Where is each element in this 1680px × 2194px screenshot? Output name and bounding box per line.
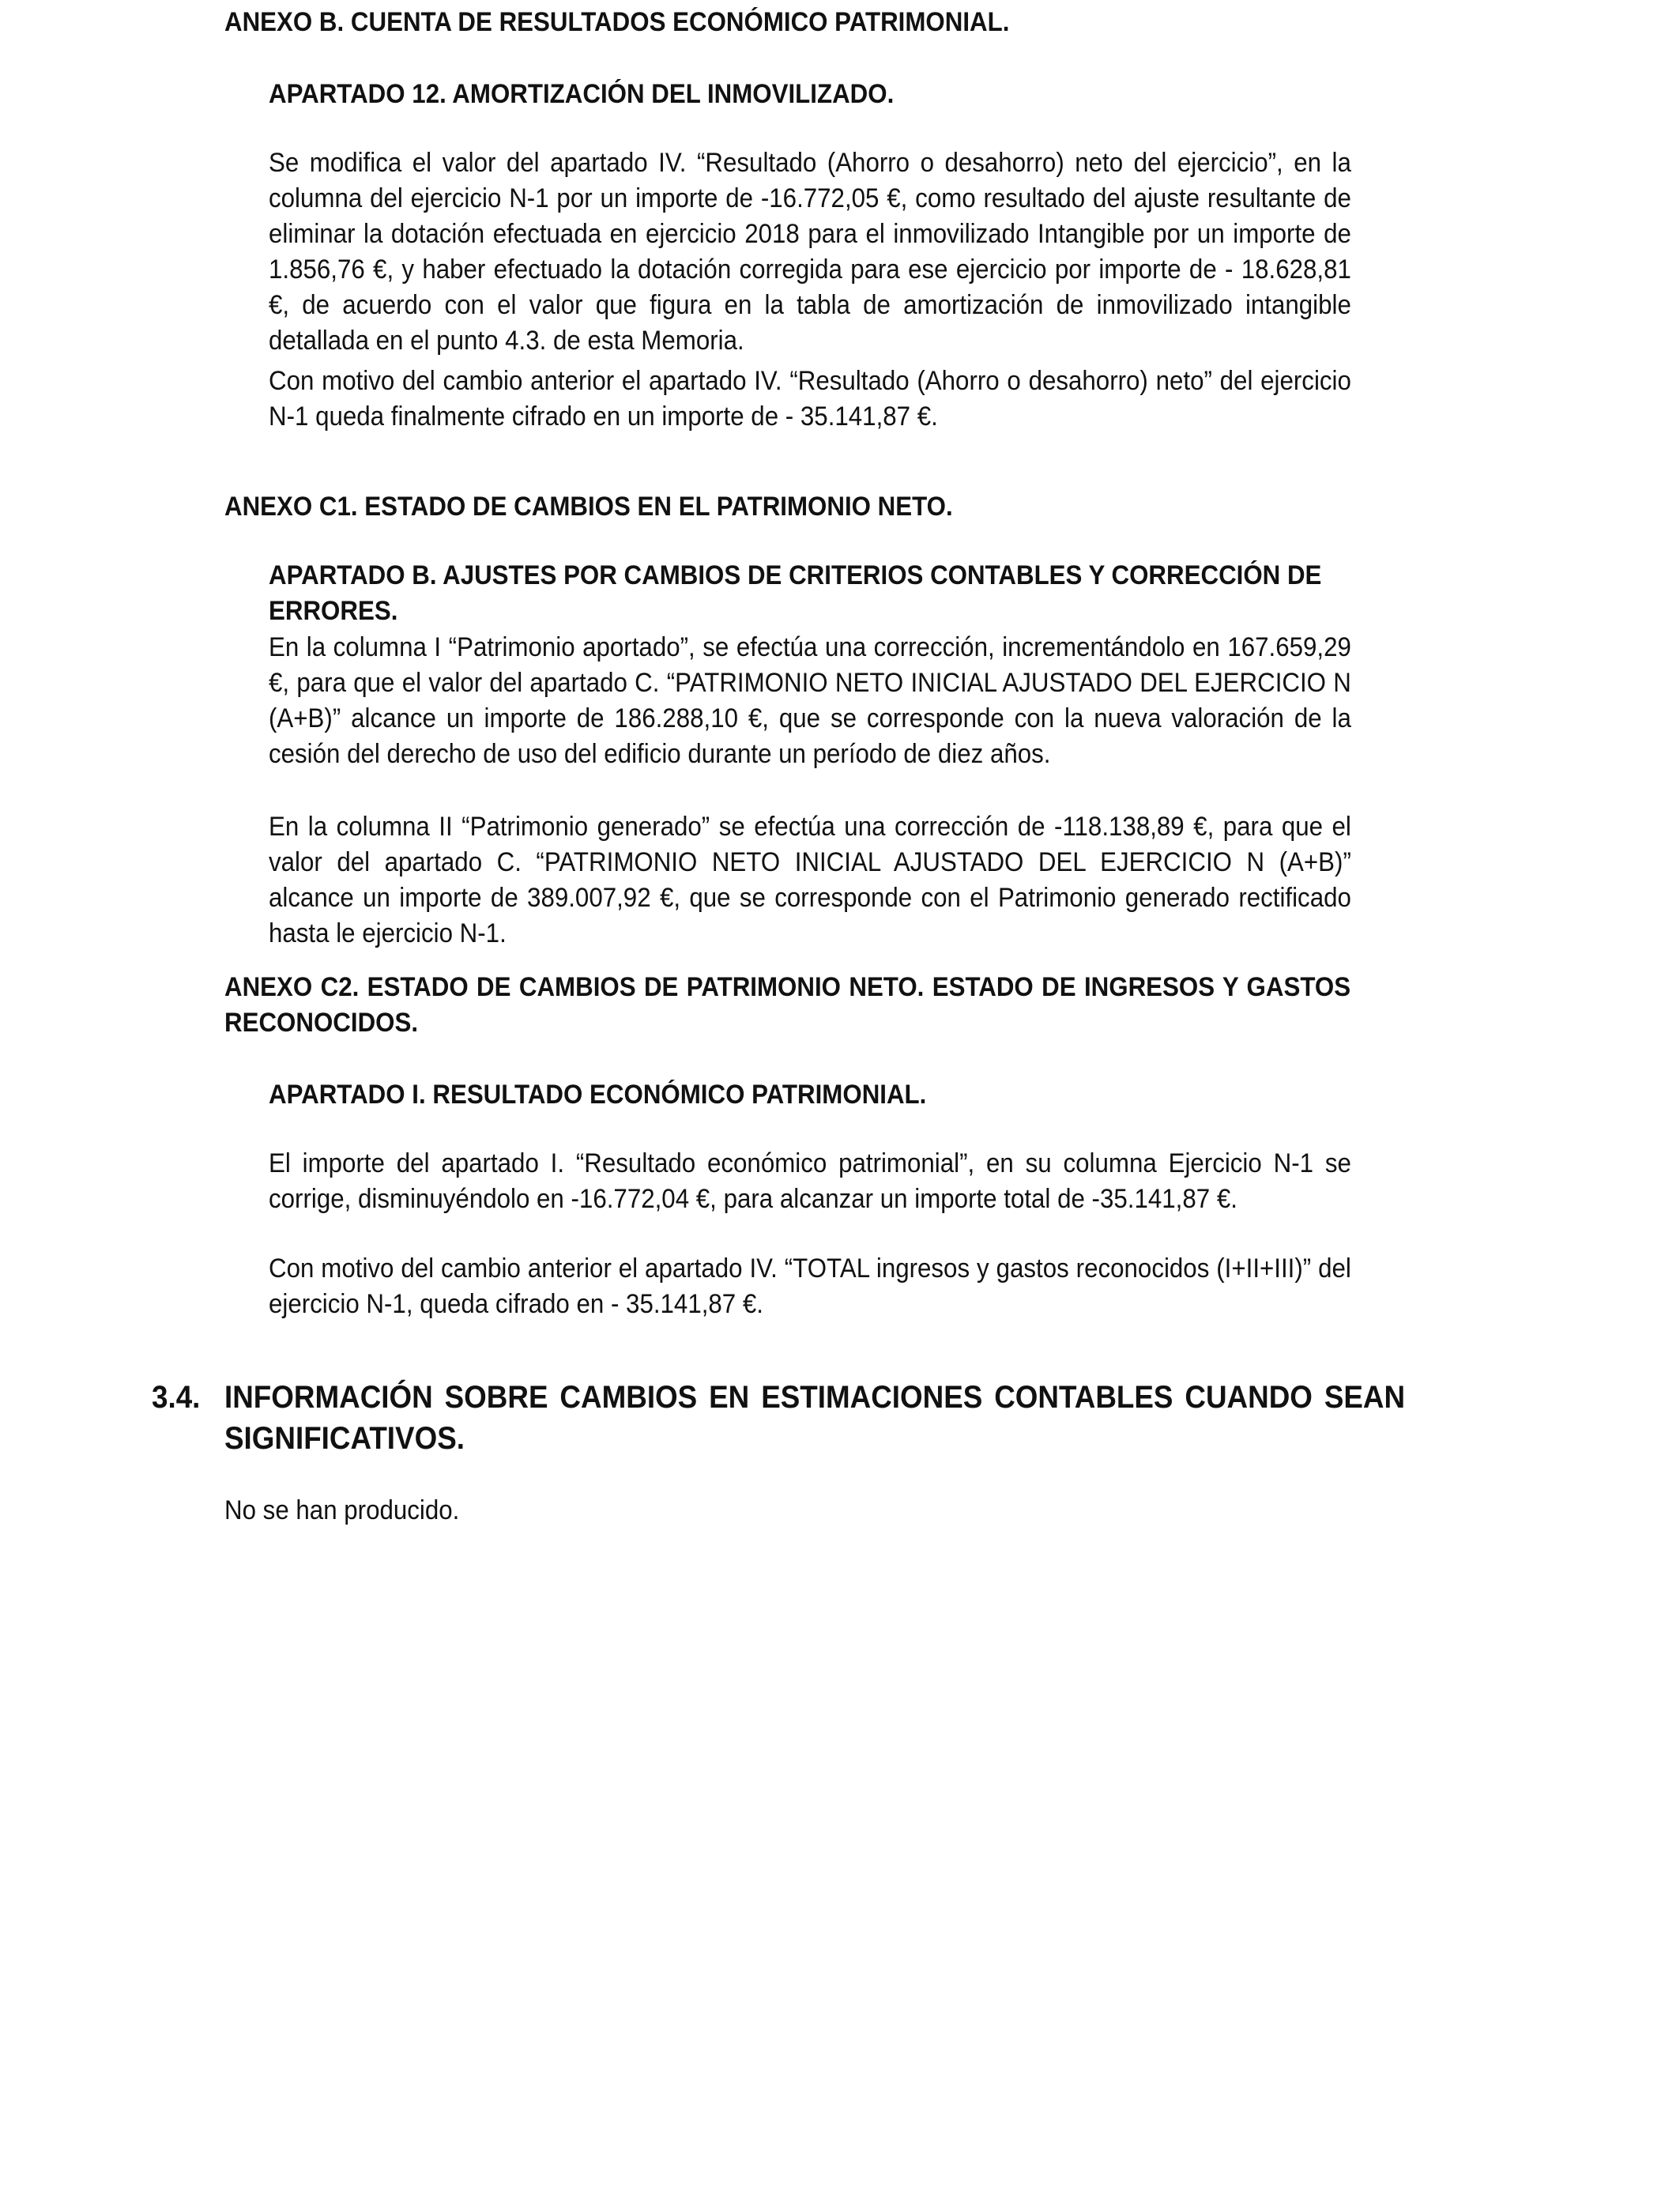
section-number: 3.4.: [152, 1380, 201, 1415]
anexo-c2-heading: ANEXO C2. ESTADO DE CAMBIOS DE PATRIMONIO NETO. ESTADO DE INGRESOS Y GASTOS RECONOCIDOS.: [224, 972, 1351, 1038]
anexo-c2-paragraph-1: El importe del apartado I. “Resultado económico patrimonial”, en su columna Ejercicio N-1 se corrige, disminuyéndolo en -16.772,04 €, para alcanzar un importe total de -35.141,87 €.: [269, 1148, 1351, 1214]
section-heading: INFORMACIÓN SOBRE CAMBIOS EN ESTIMACIONES CONTABLES CUANDO SEAN SIGNIFICATIVOS.: [224, 1380, 1406, 1456]
anexo-c1-paragraph-1: En la columna I “Patrimonio aportado”, se efectúa una corrección, incrementándolo en 167.659,29 €, para que el valor del apartado C. “PATRIMONIO NETO INICIAL AJUSTADO DEL EJERCICIO N (A+B)” alcance un importe de 186.288,10 €, que se corresponde con la nueva valoración de la cesión del derecho de uso del edificio durante un período de diez años.: [269, 632, 1351, 769]
anexo-c1-heading: ANEXO C1. ESTADO DE CAMBIOS EN EL PATRIMONIO NETO.: [224, 492, 953, 522]
anexo-c2-apartado-heading: APARTADO I. RESULTADO ECONÓMICO PATRIMONIAL.: [269, 1080, 927, 1110]
anexo-c1-apartado-heading: APARTADO B. AJUSTES POR CAMBIOS DE CRITERIOS CONTABLES Y CORRECCIÓN DE ERRORES.: [269, 560, 1322, 626]
anexo-c2-paragraph-2: Con motivo del cambio anterior el apartado IV. “TOTAL ingresos y gastos reconocidos (I+II+III)” del ejercicio N-1, queda cifrado en - 35.141,87 €.: [269, 1253, 1351, 1319]
anexo-b-apartado-heading: APARTADO 12. AMORTIZACIÓN DEL INMOVILIZADO.: [269, 79, 895, 109]
anexo-b-heading: ANEXO B. CUENTA DE RESULTADOS ECONÓMICO PATRIMONIAL.: [224, 7, 1010, 37]
section-body: No se han producido.: [224, 1495, 460, 1525]
anexo-b-paragraph-2: Con motivo del cambio anterior el apartado IV. “Resultado (Ahorro o desahorro) neto” del ejercicio N-1 queda finalmente cifrado en un importe de - 35.141,87 €.: [269, 366, 1351, 432]
anexo-c1-paragraph-2: En la columna II “Patrimonio generado” se efectúa una corrección de -118.138,89 €, para que el valor del apartado C. “PATRIMONIO NETO INICIAL AJUSTADO DEL EJERCICIO N (A+B)” alcance un importe de 389.007,92 €, que se corresponde con el Patrimonio generado rectificado hasta le ejercicio N-1.: [269, 812, 1351, 948]
anexo-b-paragraph-1: Se modifica el valor del apartado IV. “Resultado (Ahorro o desahorro) neto del ejercicio”, en la columna del ejercicio N-1 por un importe de -16.772,05 €, como resultado del ajuste resultante de eliminar la dotación efectuada en ejercicio 2018 para el inmovilizado Intangible por un importe de 1.856,76 €, y haber efectuado la dotación corregida para ese ejercicio por importe de - 18.628,81 €, de acuerdo con el valor que figura en la tabla de amortización de inmovilizado intangible detallada en el punto 4.3. de esta Memoria.: [269, 148, 1351, 356]
